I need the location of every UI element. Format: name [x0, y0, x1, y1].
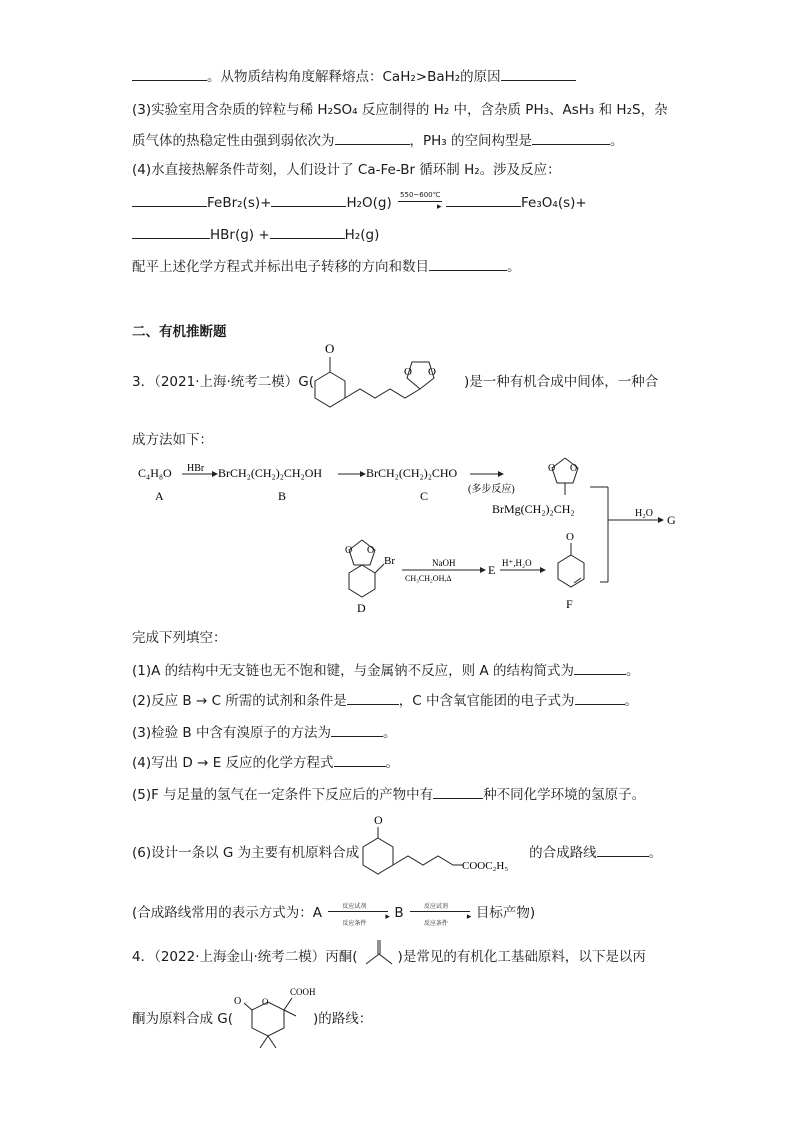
answer-blank[interactable]: [132, 66, 207, 81]
answer-blank[interactable]: [335, 130, 410, 145]
label-f: F: [566, 597, 573, 611]
q3-part-4: (4)写出 D → E 反应的化学方程式 。: [132, 752, 399, 773]
label-b: B: [278, 489, 287, 503]
cooh-group: COOH: [290, 987, 316, 997]
coefficient-blank[interactable]: [271, 192, 346, 207]
svg-text:O: O: [367, 545, 375, 556]
grignard-reagent: BrMg(CH₂)₂CH₂: [492, 502, 575, 516]
route-format: (合成路线常用的表示方式为：A 反应试剂 ▸ 反应条件 B 反应试剂 ▸ 反应条件 目标产物): [132, 903, 536, 927]
synthesis-scheme: [130, 450, 700, 625]
svg-text:O: O: [325, 341, 335, 356]
svg-text:O: O: [234, 996, 242, 1007]
q2-line-1: 。从物质结构角度解释熔点：CaH₂>BaH₂的原因: [132, 66, 576, 87]
svg-text:O: O: [570, 463, 578, 474]
answer-blank[interactable]: [501, 66, 576, 81]
answer-blank[interactable]: [574, 660, 626, 675]
svg-text:O: O: [548, 463, 556, 474]
q2-line-3: 质气体的热稳定性由强到弱依次为 ，PH₃ 的空间构型是 。: [132, 130, 624, 151]
lactone-structure: [232, 982, 327, 1054]
svg-text:O: O: [262, 997, 269, 1007]
compound-c: BrCH₂(CH₂)₂CHO: [366, 466, 458, 480]
label-e: E: [488, 563, 496, 577]
answer-blank[interactable]: [433, 784, 483, 799]
target-structure: [358, 810, 528, 890]
q3-part-1: (1)A 的结构中无支链也无不饱和键，与金属钠不反应，则 A 的结构简式为 。: [132, 660, 639, 681]
q2-equation-1: FeBr₂(s)+ H₂O(g) 550~600℃ ▸ Fe₃O₄(s)+: [132, 192, 587, 213]
answer-blank[interactable]: [429, 256, 507, 271]
q3-part-3: (3)检验 B 中含有溴原子的方法为 。: [132, 722, 396, 743]
label-a: A: [155, 489, 164, 503]
q2-line-7: 配平上述化学方程式并标出电子转移的方向和数目 。: [132, 256, 521, 277]
q2-line-2: (3)实验室用含杂质的锌粒与稀 H₂SO₄ 反应制得的 H₂ 中，含杂质 PH₃、AsH₃ 和 H₂S，杂: [132, 102, 668, 118]
section-title: 二、有机推断题: [132, 324, 227, 340]
reagent-naoh: NaOH: [432, 558, 456, 568]
q3-part-6: (6)设计一条以 G 为主要有机原料合成 的合成路线 。: [132, 842, 662, 863]
acetone-structure: [358, 934, 398, 974]
answer-blank[interactable]: [575, 690, 625, 705]
q2-equation-2: HBr(g) + H₂(g): [132, 224, 379, 245]
route-arrow: 反应试剂 ▸ 反应条件: [326, 903, 394, 917]
bromine-label: Br: [384, 555, 395, 567]
svg-text:O: O: [404, 366, 412, 378]
multistep-label: (多步反应): [468, 484, 515, 495]
label-g: G: [667, 513, 676, 527]
reagent-acid: H⁺,H₂O: [502, 558, 532, 568]
label-c: C: [420, 489, 429, 503]
coefficient-blank[interactable]: [132, 192, 207, 207]
ester-group: COOC₂H₅: [462, 860, 509, 872]
svg-text:O: O: [566, 531, 574, 543]
q3-part-5: (5)F 与足量的氢气在一定条件下反应后的产物中有 种不同化学环境的氢原子。: [132, 784, 645, 805]
label-d: D: [357, 601, 366, 615]
q3-intro-2: 成方法如下：: [132, 432, 213, 448]
reagent-ethanol: CH₃CH₂OH,Δ: [405, 574, 452, 583]
reaction-arrow: 550~600℃ ▸: [400, 191, 442, 212]
g-structure: [300, 340, 460, 425]
coefficient-blank[interactable]: [270, 224, 345, 239]
reagent-water: H₂O: [635, 508, 653, 519]
svg-text:O: O: [345, 545, 353, 556]
svg-text:O: O: [374, 813, 383, 827]
q2-line-4: (4)水直接热解条件苛刻，人们设计了 Ca-Fe-Br 循环制 H₂。涉及反应：: [132, 162, 561, 178]
q4-line-2: 酮为原料合成 G( )的路线：: [132, 1011, 373, 1027]
answer-blank[interactable]: [597, 842, 649, 857]
compound-a: C₄H₈O: [138, 466, 172, 480]
coefficient-blank[interactable]: [132, 224, 210, 239]
compound-b: BrCH₂(CH₂)₂CH₂OH: [218, 466, 323, 480]
q4-line-1: 4．（2022·上海金山·统考二模）丙酮( )是常见的有机化工基础原料，以下是以丙: [132, 949, 646, 965]
fill-instruction: 完成下列填空：: [132, 630, 227, 646]
answer-blank[interactable]: [331, 722, 383, 737]
answer-blank[interactable]: [334, 752, 386, 767]
q3-part-2: (2)反应 B → C 所需的试剂和条件是 ，C 中含氧官能团的电子式为 。: [132, 690, 638, 711]
q3-intro: 3．（2021·上海·统考二模）G( )是一种有机合成中间体，一种合: [132, 374, 659, 390]
coefficient-blank[interactable]: [446, 192, 521, 207]
answer-blank[interactable]: [347, 690, 399, 705]
svg-text:O: O: [428, 366, 436, 378]
reagent-hbr: HBr: [187, 463, 205, 474]
route-arrow: 反应试剂 ▸ 反应条件: [408, 903, 476, 917]
answer-blank[interactable]: [532, 130, 610, 145]
